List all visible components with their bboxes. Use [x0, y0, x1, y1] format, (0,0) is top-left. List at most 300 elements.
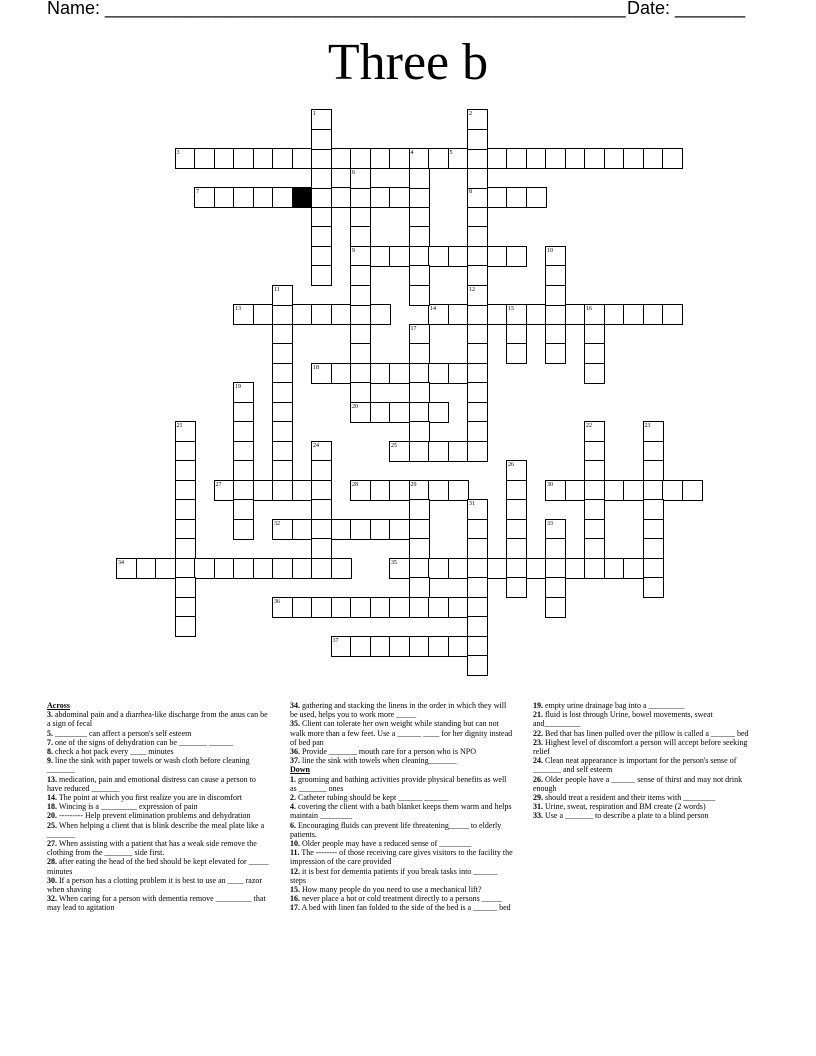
grid-cell[interactable] [545, 304, 566, 325]
grid-cell[interactable] [233, 499, 254, 520]
grid-cell[interactable] [604, 304, 625, 325]
grid-cell[interactable] [370, 363, 391, 384]
grid-cell[interactable] [448, 480, 469, 501]
grid-cell[interactable] [350, 168, 371, 189]
grid-cell[interactable] [311, 304, 332, 325]
grid-cell[interactable] [331, 519, 352, 540]
grid-cell[interactable] [311, 187, 332, 208]
grid-cell[interactable] [272, 343, 293, 364]
grid-cell[interactable] [584, 480, 605, 501]
grid-cell[interactable] [409, 226, 430, 247]
grid-cell[interactable] [409, 246, 430, 267]
grid-cell[interactable] [175, 519, 196, 540]
grid-cell[interactable] [311, 460, 332, 481]
grid-cell[interactable] [545, 519, 566, 540]
grid-cell[interactable] [350, 480, 371, 501]
grid-cell[interactable] [194, 148, 215, 169]
grid-cell[interactable] [623, 558, 644, 579]
grid-cell[interactable] [506, 499, 527, 520]
grid-cell[interactable] [643, 480, 664, 501]
grid-cell[interactable] [506, 148, 527, 169]
grid-cell[interactable] [506, 480, 527, 501]
grid-cell[interactable] [311, 558, 332, 579]
grid-cell[interactable] [350, 402, 371, 423]
grid-cell[interactable] [350, 265, 371, 286]
clue [533, 710, 758, 728]
grid-cell[interactable] [350, 363, 371, 384]
grid-cell[interactable] [272, 148, 293, 169]
grid-cell[interactable] [370, 187, 391, 208]
grid-cell[interactable] [662, 148, 683, 169]
grid-cell[interactable] [409, 558, 430, 579]
grid-cell[interactable] [233, 382, 254, 403]
grid-cell[interactable] [409, 538, 430, 559]
grid-cell[interactable] [292, 558, 313, 579]
grid-cell[interactable] [643, 538, 664, 559]
clue-text: medication, pain and emotional distress can cause a person to have reduced _______ [47, 774, 256, 793]
grid-cell[interactable] [467, 499, 488, 520]
grid-cell[interactable] [643, 460, 664, 481]
grid-cell[interactable] [175, 421, 196, 442]
grid-cell[interactable] [409, 363, 430, 384]
grid-cell[interactable] [584, 441, 605, 462]
grid-cell[interactable] [350, 304, 371, 325]
grid-cell[interactable] [350, 382, 371, 403]
grid-cell[interactable] [331, 597, 352, 618]
grid-cell[interactable] [506, 577, 527, 598]
grid-cell[interactable] [448, 597, 469, 618]
grid-cell[interactable] [292, 304, 313, 325]
grid-cell[interactable] [623, 304, 644, 325]
grid-cell[interactable] [272, 304, 293, 325]
grid-cell[interactable] [350, 519, 371, 540]
grid-cell[interactable] [467, 304, 488, 325]
grid-cell[interactable] [350, 187, 371, 208]
grid-cell[interactable] [584, 343, 605, 364]
grid-cell[interactable] [311, 246, 332, 267]
clue-number: 11 [274, 286, 280, 293]
grid-cell[interactable] [584, 499, 605, 520]
grid-cell[interactable] [331, 558, 352, 579]
grid-cell[interactable] [311, 441, 332, 462]
grid-cell[interactable] [545, 597, 566, 618]
grid-cell[interactable] [389, 441, 410, 462]
grid-cell[interactable] [545, 324, 566, 345]
grid-cell[interactable] [526, 558, 547, 579]
grid-cell[interactable] [467, 616, 488, 637]
grid-cell[interactable] [506, 187, 527, 208]
grid-cell[interactable] [311, 168, 332, 189]
grid-cell[interactable] [409, 402, 430, 423]
grid-cell[interactable] [506, 558, 527, 579]
grid-cell[interactable] [467, 597, 488, 618]
grid-cell[interactable] [467, 129, 488, 150]
grid-cell[interactable] [409, 187, 430, 208]
grid-cell[interactable] [467, 246, 488, 267]
clue-label: 31. [533, 802, 543, 812]
grid-cell[interactable] [272, 382, 293, 403]
grid-cell[interactable] [350, 285, 371, 306]
grid-cell[interactable] [467, 168, 488, 189]
grid-cell[interactable] [350, 324, 371, 345]
grid-cell[interactable] [545, 246, 566, 267]
grid-cell[interactable] [565, 148, 586, 169]
grid-cell[interactable] [604, 558, 625, 579]
clue-text: Urine, sweat, respiration and BM create (2 words) [543, 802, 706, 812]
grid-cell[interactable] [116, 558, 137, 579]
grid-cell[interactable] [604, 148, 625, 169]
grid-cell[interactable] [467, 285, 488, 306]
grid-cell[interactable] [389, 246, 410, 267]
grid-cell[interactable] [389, 363, 410, 384]
grid-cell[interactable] [389, 519, 410, 540]
grid-cell[interactable] [311, 499, 332, 520]
clue-text: The -------- of those receiving care gives visitors to the facility the impression of the care provided [290, 848, 513, 867]
grid-cell[interactable] [487, 558, 508, 579]
across-clue-list [47, 710, 272, 912]
grid-cell[interactable] [643, 577, 664, 598]
grid-cell[interactable] [428, 363, 449, 384]
grid-cell[interactable] [331, 148, 352, 169]
clue [290, 793, 515, 802]
grid-cell[interactable] [467, 577, 488, 598]
grid-cell[interactable] [487, 187, 508, 208]
grid-cell[interactable] [389, 187, 410, 208]
grid-cell[interactable] [370, 480, 391, 501]
grid-cell[interactable] [311, 363, 332, 384]
grid-cell[interactable] [506, 304, 527, 325]
grid-cell[interactable] [389, 558, 410, 579]
grid-cell[interactable] [545, 480, 566, 501]
grid-cell[interactable] [311, 207, 332, 228]
grid-cell[interactable] [604, 480, 625, 501]
clue [290, 894, 515, 903]
grid-cell[interactable] [643, 519, 664, 540]
grid-cell[interactable] [350, 246, 371, 267]
grid-cell[interactable] [467, 343, 488, 364]
grid-cell[interactable] [233, 480, 254, 501]
grid-cell[interactable] [428, 558, 449, 579]
grid-cell[interactable] [350, 148, 371, 169]
grid-cell[interactable] [370, 246, 391, 267]
grid-cell[interactable] [272, 460, 293, 481]
grid-cell[interactable] [331, 187, 352, 208]
grid-cell[interactable] [643, 148, 664, 169]
grid-cell[interactable] [662, 480, 683, 501]
grid-cell[interactable] [253, 187, 274, 208]
grid-cell[interactable] [584, 538, 605, 559]
grid-cell[interactable] [233, 304, 254, 325]
grid-cell[interactable] [565, 558, 586, 579]
grid-cell[interactable] [506, 460, 527, 481]
grid-cell[interactable] [233, 558, 254, 579]
grid-cell[interactable] [311, 226, 332, 247]
grid-cell[interactable] [545, 538, 566, 559]
grid-cell[interactable] [389, 148, 410, 169]
grid-cell[interactable] [272, 402, 293, 423]
grid-cell[interactable] [272, 480, 293, 501]
clue-number: 21 [176, 423, 183, 429]
clue-label: 34. [290, 701, 300, 710]
grid-cell[interactable] [467, 519, 488, 540]
grid-cell[interactable] [272, 324, 293, 345]
grid-cell[interactable] [448, 363, 469, 384]
grid-cell[interactable] [389, 402, 410, 423]
grid-cell[interactable] [467, 226, 488, 247]
grid-cell[interactable] [253, 148, 274, 169]
grid-cell[interactable] [175, 499, 196, 520]
grid-cell[interactable] [682, 480, 703, 501]
grid-cell[interactable] [409, 265, 430, 286]
grid-cell[interactable] [331, 636, 352, 657]
grid-cell[interactable] [272, 519, 293, 540]
clue-text: A bed with linen fan folded to the side of the bed is a ______ bed [300, 903, 511, 913]
grid-cell[interactable] [584, 421, 605, 442]
grid-cell[interactable] [428, 597, 449, 618]
grid-cell[interactable] [409, 597, 430, 618]
grid-cell[interactable] [194, 558, 215, 579]
clue-text: empty urine drainage bag into a _________ [543, 701, 685, 710]
grid-cell[interactable] [428, 441, 449, 462]
grid-cell[interactable] [292, 148, 313, 169]
grid-cell[interactable] [292, 519, 313, 540]
grid-cell[interactable] [545, 343, 566, 364]
grid-cell[interactable] [467, 148, 488, 169]
grid-cell[interactable] [409, 480, 430, 501]
grid-cell[interactable] [448, 304, 469, 325]
clue-number: 10 [547, 247, 553, 254]
grid-cell[interactable] [253, 304, 274, 325]
grid-cell[interactable] [233, 402, 254, 423]
grid-cell[interactable] [506, 538, 527, 559]
grid-cell[interactable] [409, 148, 430, 169]
grid-cell[interactable] [545, 265, 566, 286]
grid-cell[interactable] [272, 597, 293, 618]
grid-cell[interactable] [584, 363, 605, 384]
grid-cell[interactable] [155, 558, 176, 579]
grid-cell[interactable] [214, 187, 235, 208]
grid-cell[interactable] [175, 597, 196, 618]
grid-cell[interactable] [194, 187, 215, 208]
grid-cell[interactable] [311, 597, 332, 618]
grid-cell[interactable] [448, 636, 469, 657]
grid-cell[interactable] [506, 343, 527, 364]
grid-cell[interactable] [467, 382, 488, 403]
grid-cell[interactable] [409, 324, 430, 345]
clues-column-3 [533, 701, 758, 821]
grid-cell[interactable] [467, 538, 488, 559]
grid-cell[interactable] [506, 519, 527, 540]
clue [290, 821, 515, 839]
grid-cell[interactable] [331, 304, 352, 325]
grid-cell[interactable] [233, 460, 254, 481]
grid-cell[interactable] [370, 402, 391, 423]
grid-cell[interactable] [467, 265, 488, 286]
grid-cell[interactable] [643, 304, 664, 325]
name-field[interactable]: Name: ____________________________________________________ [47, 0, 626, 18]
grid-cell[interactable] [233, 148, 254, 169]
grid-cell[interactable] [448, 246, 469, 267]
grid-cell[interactable] [584, 148, 605, 169]
grid-cell[interactable] [311, 129, 332, 150]
grid-cell[interactable] [584, 324, 605, 345]
grid-cell[interactable] [311, 538, 332, 559]
grid-cell[interactable] [448, 148, 469, 169]
grid-cell[interactable] [350, 207, 371, 228]
grid-cell[interactable] [409, 285, 430, 306]
grid-cell[interactable] [467, 402, 488, 423]
grid-cell[interactable] [467, 441, 488, 462]
grid-cell[interactable] [389, 597, 410, 618]
grid-cell[interactable] [428, 148, 449, 169]
clue-label: 19. [533, 701, 543, 710]
clue [533, 802, 758, 811]
grid-cell[interactable] [272, 558, 293, 579]
grid-cell[interactable] [233, 187, 254, 208]
grid-cell[interactable] [292, 597, 313, 618]
grid-cell[interactable] [428, 636, 449, 657]
grid-cell[interactable] [331, 363, 352, 384]
grid-cell[interactable] [643, 558, 664, 579]
grid-cell[interactable] [311, 109, 332, 130]
grid-cell[interactable] [370, 304, 391, 325]
grid-cell[interactable] [565, 304, 586, 325]
grid-cell[interactable] [233, 519, 254, 540]
grid-cell[interactable] [545, 558, 566, 579]
grid-cell[interactable] [467, 636, 488, 657]
grid-cell[interactable] [370, 636, 391, 657]
grid-cell[interactable] [409, 636, 430, 657]
clue-text: The point at which you first realize you are in discomfort [57, 793, 242, 803]
grid-cell[interactable] [506, 324, 527, 345]
grid-cell[interactable] [584, 519, 605, 540]
grid-cell[interactable] [467, 558, 488, 579]
grid-cell[interactable] [370, 519, 391, 540]
grid-cell[interactable] [389, 480, 410, 501]
clue-label: 22. [533, 728, 543, 738]
grid-cell[interactable] [253, 480, 274, 501]
grid-cell[interactable] [623, 480, 644, 501]
grid-cell[interactable] [662, 304, 683, 325]
clue-label: 27. [47, 839, 57, 849]
clue-text: covering the client with a bath blanket keeps them warm and helps maintain ________ [290, 802, 512, 821]
grid-cell[interactable] [253, 558, 274, 579]
grid-cell[interactable] [643, 499, 664, 520]
grid-cell[interactable] [272, 421, 293, 442]
grid-cell[interactable] [467, 187, 488, 208]
clue-text: should treat a resident and their items with ________ [543, 793, 716, 803]
grid-cell[interactable] [370, 597, 391, 618]
grid-cell[interactable] [428, 304, 449, 325]
grid-cell[interactable] [467, 324, 488, 345]
grid-cell[interactable] [584, 460, 605, 481]
grid-cell[interactable] [311, 265, 332, 286]
grid-cell[interactable] [428, 402, 449, 423]
grid-cell[interactable] [311, 519, 332, 540]
grid-cell[interactable] [448, 441, 469, 462]
grid-cell[interactable] [545, 285, 566, 306]
grid-cell[interactable] [526, 148, 547, 169]
grid-cell[interactable] [467, 207, 488, 228]
grid-cell[interactable] [272, 187, 293, 208]
grid-cell[interactable] [487, 246, 508, 267]
grid-cell[interactable] [175, 148, 196, 169]
grid-cell[interactable] [350, 636, 371, 657]
grid-cell[interactable] [214, 558, 235, 579]
grid-cell[interactable] [214, 480, 235, 501]
grid-cell[interactable] [623, 148, 644, 169]
grid-cell[interactable] [214, 148, 235, 169]
grid-cell[interactable] [467, 363, 488, 384]
grid-cell[interactable] [409, 382, 430, 403]
grid-cell[interactable] [175, 441, 196, 462]
grid-cell[interactable] [175, 460, 196, 481]
grid-cell[interactable] [311, 148, 332, 169]
grid-cell[interactable] [409, 577, 430, 598]
grid-cell[interactable] [233, 441, 254, 462]
grid-cell[interactable] [175, 577, 196, 598]
grid-cell[interactable] [409, 207, 430, 228]
grid-cell[interactable] [350, 597, 371, 618]
grid-cell[interactable] [487, 304, 508, 325]
clue-label: 26. [533, 774, 543, 784]
grid-cell[interactable] [584, 558, 605, 579]
grid-cell[interactable] [526, 187, 547, 208]
grid-cell[interactable] [467, 655, 488, 676]
grid-cell[interactable] [487, 148, 508, 169]
date-field[interactable]: Date: _______ [627, 0, 746, 18]
grid-cell[interactable] [409, 519, 430, 540]
grid-cell[interactable] [545, 148, 566, 169]
grid-cell[interactable] [467, 421, 488, 442]
grid-cell[interactable] [448, 558, 469, 579]
grid-cell[interactable] [428, 480, 449, 501]
grid-cell[interactable] [350, 343, 371, 364]
grid-cell[interactable] [175, 558, 196, 579]
grid-cell[interactable] [584, 304, 605, 325]
grid-cell[interactable] [350, 226, 371, 247]
grid-cell[interactable] [409, 343, 430, 364]
grid-cell[interactable] [526, 304, 547, 325]
grid-cell[interactable] [136, 558, 157, 579]
grid-cell[interactable] [233, 421, 254, 442]
grid-cell[interactable] [565, 480, 586, 501]
grid-cell[interactable] [175, 616, 196, 637]
grid-cell[interactable] [643, 421, 664, 442]
grid-cell[interactable] [389, 636, 410, 657]
grid-cell[interactable] [409, 168, 430, 189]
grid-cell[interactable] [545, 577, 566, 598]
grid-cell[interactable] [428, 246, 449, 267]
grid-cell[interactable] [506, 246, 527, 267]
grid-cell[interactable] [370, 148, 391, 169]
clue [290, 747, 515, 756]
grid-cell[interactable] [409, 441, 430, 462]
clue [47, 747, 272, 756]
clue-text: after eating the head of the bed should be kept elevated for _____ minutes [47, 857, 269, 876]
grid-cell[interactable] [467, 109, 488, 130]
grid-cell[interactable] [409, 499, 430, 520]
grid-cell[interactable] [272, 363, 293, 384]
grid-cell[interactable] [175, 538, 196, 559]
grid-cell[interactable] [292, 480, 313, 501]
grid-cell[interactable] [311, 480, 332, 501]
grid-cell[interactable] [272, 285, 293, 306]
grid-cell[interactable] [409, 421, 430, 442]
grid-cell[interactable] [643, 441, 664, 462]
grid-cell[interactable] [272, 441, 293, 462]
grid-cell[interactable] [175, 480, 196, 501]
